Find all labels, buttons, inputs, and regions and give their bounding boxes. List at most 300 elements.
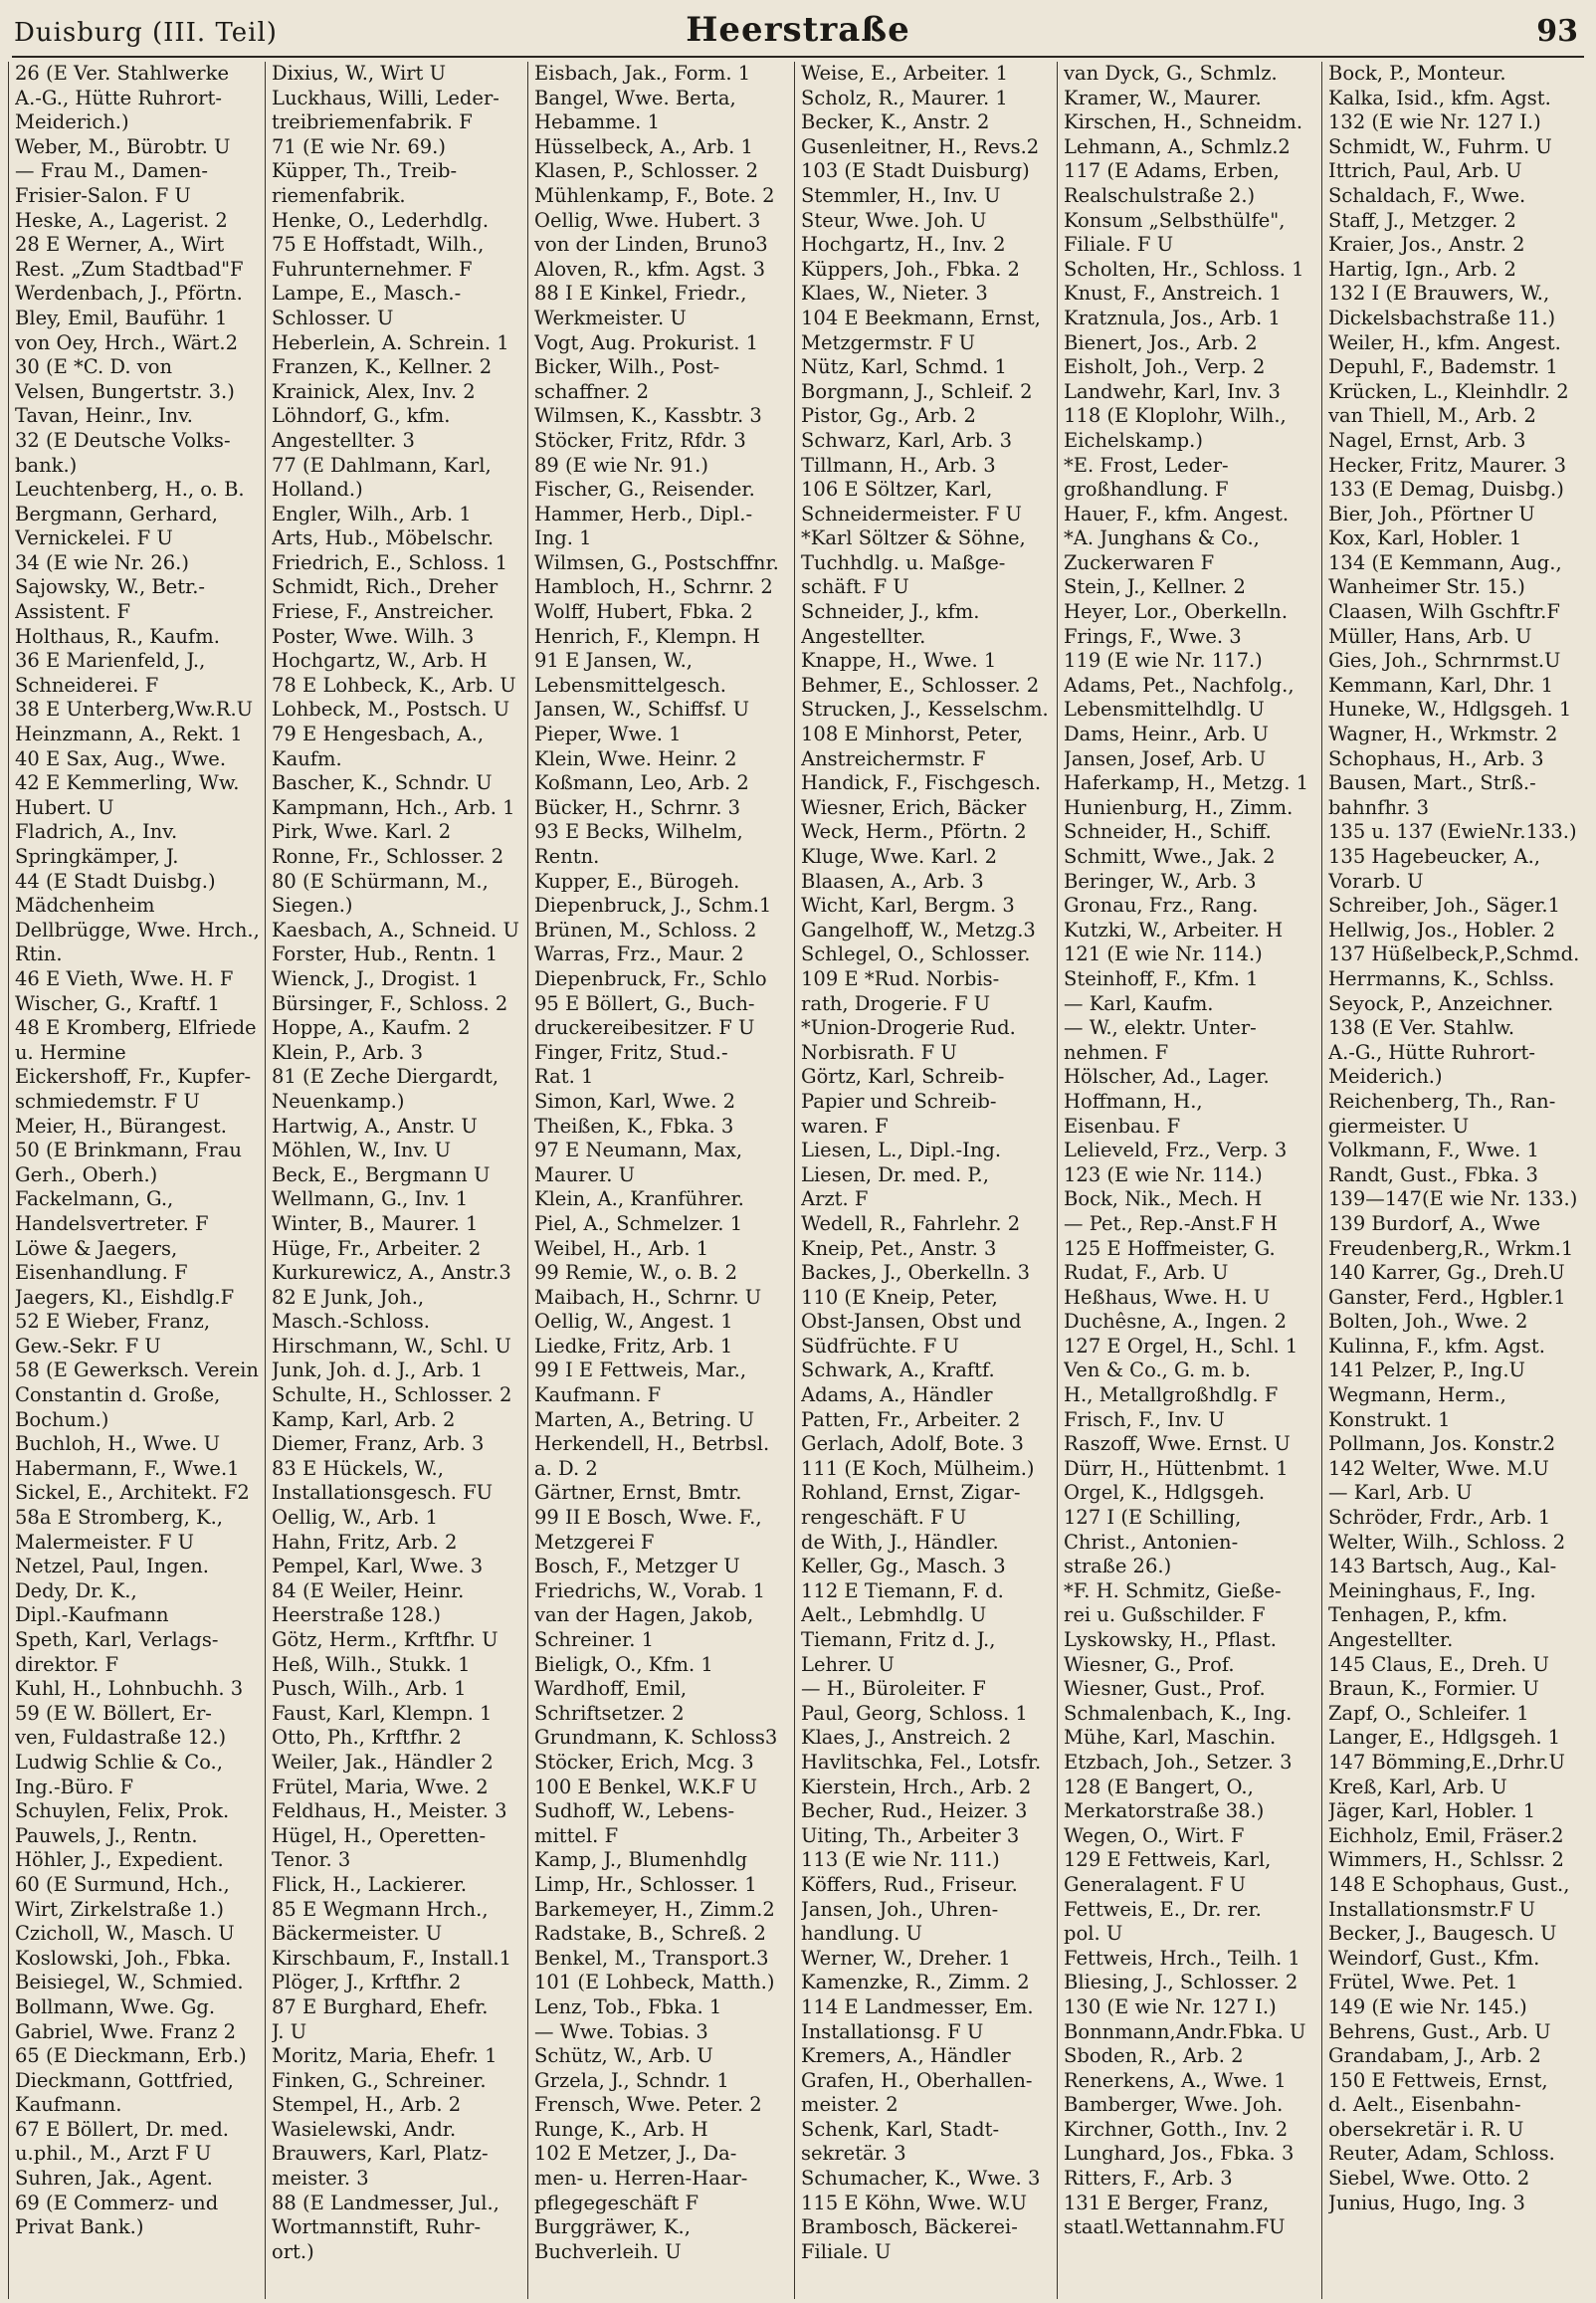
directory-entry-line: Ritters, F., Arb. 3 xyxy=(1064,2167,1233,2191)
directory-entry-line: Tillmann, H., Arb. 3 xyxy=(801,453,996,477)
column-3 xyxy=(527,62,794,2299)
directory-entry-line: Liesen, L., Dipl.-Ing. xyxy=(801,1139,1002,1162)
directory-entry-line: Hubert. U xyxy=(15,795,114,819)
directory-entry-line: 103 (E Stadt Duisburg) xyxy=(801,159,1030,183)
directory-entry-line: Fackelmann, G., xyxy=(15,1187,174,1211)
directory-entry-line: Installationsgesch. FU xyxy=(272,1481,494,1505)
header-rule xyxy=(12,56,1584,58)
directory-entry-line: 148 E Schophaus, Gust., xyxy=(1328,1872,1570,1896)
directory-entry-line: Speth, Karl, Verlags- xyxy=(15,1628,219,1651)
directory-entry-line: Weiler, Jak., Händler 2 xyxy=(272,1750,494,1774)
directory-entry-line: Freudenberg,R., Wrkm.1 xyxy=(1328,1236,1574,1260)
directory-entry-line: Frings, F., Wwe. 3 xyxy=(1064,624,1242,648)
directory-entry-line: Metzgermstr. F U xyxy=(801,330,976,354)
directory-entry-line: H., Metallgroßhdlg. F xyxy=(1064,1383,1279,1407)
directory-entry-line: Bausen, Mart., Strß.- xyxy=(1328,771,1536,795)
directory-entry-line: Renerkens, A., Wwe. 1 xyxy=(1064,2068,1287,2092)
directory-entry-line: Heske, A., Lagerist. 2 xyxy=(15,208,228,232)
directory-entry-line: Weck, Herm., Pförtn. 2 xyxy=(801,820,1027,844)
directory-entry-line: *Karl Söltzer & Söhne, xyxy=(801,526,1026,550)
directory-entry-line: 34 (E wie Nr. 26.) xyxy=(15,550,189,574)
directory-entry-line: Limp, Hr., Schlosser. 1 xyxy=(534,1872,757,1896)
directory-entry-line: Schröder, Frdr., Arb. 1 xyxy=(1328,1506,1551,1530)
directory-entry-line: Löwe & Jaegers, xyxy=(15,1236,178,1260)
directory-entry-line: Bicker, Wilh., Post- xyxy=(534,355,720,379)
directory-entry-line: Otto, Ph., Krftfhr. 2 xyxy=(272,1726,462,1750)
directory-entry-line: Frütel, Wwe. Pet. 1 xyxy=(1328,1971,1518,1994)
directory-entry-line: Piel, A., Schmelzer. 1 xyxy=(534,1211,743,1235)
directory-entry-line: Raszoff, Wwe. Ernst. U xyxy=(1064,1432,1291,1456)
directory-entry-line: 88 (E Landmesser, Jul., xyxy=(272,2191,499,2214)
directory-entry-line: Gies, Joh., Schrnrmst.U xyxy=(1328,649,1561,673)
directory-entry-line: Klasen, P., Schlosser. 2 xyxy=(534,159,759,183)
directory-entry-line: Tavan, Heinr., Inv. xyxy=(15,404,193,428)
directory-entry-line: Haferkamp, H., Metzg. 1 xyxy=(1064,771,1309,795)
directory-entry-line: Eisholt, Joh., Verp. 2 xyxy=(1064,355,1266,379)
directory-entry-line: Gronau, Frz., Rang. xyxy=(1064,894,1259,918)
directory-entry-line: Junk, Joh. d. J., Arb. 1 xyxy=(272,1359,484,1382)
directory-entry-line: Pempel, Karl, Wwe. 3 xyxy=(272,1555,484,1578)
directory-entry-line: Borgmann, J., Schleif. 2 xyxy=(801,379,1033,403)
directory-entry-line: 104 E Beekmann, Ernst, xyxy=(801,306,1041,329)
directory-entry-line: Werdenbach, J., Pförtn. xyxy=(15,282,243,306)
directory-entry-line: Kaufmann. F xyxy=(534,1383,662,1407)
directory-entry-line: Pollmann, Jos. Konstr.2 xyxy=(1328,1432,1556,1456)
directory-entry-line: Hochgartz, W., Arb. H xyxy=(272,649,488,673)
directory-entry-line: Kutzki, W., Arbeiter. H xyxy=(1064,918,1284,942)
directory-entry-line: 131 E Berger, Franz, xyxy=(1064,2191,1270,2214)
directory-entry-line: 38 E Unterberg,Ww.R.U xyxy=(15,698,254,722)
directory-entry-line: Runge, K., Arb. H xyxy=(534,2117,708,2141)
directory-entry-line: Zuckerwaren F xyxy=(1064,550,1215,574)
directory-entry-line: Schuylen, Felix, Prok. xyxy=(15,1799,230,1823)
directory-entry-line: Kratznula, Jos., Arb. 1 xyxy=(1064,306,1281,329)
directory-entry-line: Poster, Wwe. Wilh. 3 xyxy=(272,624,475,648)
directory-entry-line: Dams, Heinr., Arb. U xyxy=(1064,723,1269,746)
directory-entry-line: Hügel, H., Operetten- xyxy=(272,1823,487,1847)
directory-entry-line: großhandlung. F xyxy=(1064,478,1229,502)
directory-entry-line: Ganster, Ferd., Hgbler.1 xyxy=(1328,1285,1566,1309)
directory-entry-line: 133 (E Demag, Duisbg.) xyxy=(1328,478,1564,502)
directory-entry-line: Assistent. F xyxy=(15,600,131,624)
directory-entry-line: 89 (E wie Nr. 91.) xyxy=(534,453,708,477)
directory-entry-line: Diepenbruck, Fr., Schlo xyxy=(534,966,767,990)
directory-entry-line: Arzt. F xyxy=(801,1187,869,1211)
directory-entry-line: handlung. U xyxy=(801,1922,922,1946)
directory-entry-line: Bieligk, O., Kfm. 1 xyxy=(534,1652,713,1676)
directory-entry-line: Seyock, P., Anzeichner. xyxy=(1328,991,1554,1015)
directory-entry-line: 28 E Werner, A., Wirt xyxy=(15,233,225,257)
directory-entry-line: 123 (E wie Nr. 114.) xyxy=(1064,1162,1263,1186)
directory-entry-line: Lunghard, Jos., Fbka. 3 xyxy=(1064,2142,1295,2166)
directory-entry-line: Lebensmittelgesch. xyxy=(534,673,726,697)
directory-entry-line: Grafen, H., Oberhallen- xyxy=(801,2068,1033,2092)
directory-entry-line: Grandabam, J., Arb. 2 xyxy=(1328,2044,1541,2068)
directory-entry-line: Schreiber, Joh., Säger.1 xyxy=(1328,894,1561,918)
directory-entry-line: Velsen, Bungertstr. 3.) xyxy=(15,379,235,403)
directory-entry-line: Buchverleih. U xyxy=(534,2239,682,2263)
directory-entry-line: Kox, Karl, Hobler. 1 xyxy=(1328,526,1522,550)
directory-entry-line: Kamp, J., Blumenhdlg xyxy=(534,1848,747,1872)
directory-entry-line: 84 (E Weiler, Heinr. xyxy=(272,1578,465,1602)
directory-entry-line: Weise, E., Arbeiter. 1 xyxy=(801,62,1009,85)
directory-entry-line: Siebel, Wwe. Otto. 2 xyxy=(1328,2167,1530,2191)
directory-entry-line: Bürsinger, F., Schloss. 2 xyxy=(272,991,508,1015)
directory-entry-line: Schneidermeister. F U xyxy=(801,502,1022,525)
directory-entry-line: rengeschäft. F U xyxy=(801,1506,967,1530)
directory-entry-line: 32 (E Deutsche Volks- xyxy=(15,428,231,452)
directory-entry-line: Wiesner, G., Prof. xyxy=(1064,1652,1235,1676)
directory-entry-line: Bangel, Wwe. Berta, xyxy=(534,86,736,109)
directory-entry-line: Jaegers, Kl., Eishdlg.F xyxy=(15,1285,235,1309)
directory-entry-line: Gusenleitner, H., Revs.2 xyxy=(801,134,1040,158)
directory-entry-line: Gerlach, Adolf, Bote. 3 xyxy=(801,1432,1024,1456)
directory-entry-line: Bücker, H., Schrnr. 3 xyxy=(534,795,741,819)
directory-entry-line: Holthaus, R., Kaufm. xyxy=(15,624,220,648)
directory-entry-line: Huneke, W., Hdlgsgeh. 1 xyxy=(1328,698,1572,722)
directory-entry-line: Hecker, Fritz, Maurer. 3 xyxy=(1328,453,1566,477)
column-2 xyxy=(265,62,527,2299)
directory-entry-line: Frütel, Maria, Wwe. 2 xyxy=(272,1775,489,1798)
directory-entry-line: Werkmeister. U xyxy=(534,306,687,329)
directory-entry-line: 110 (E Kneip, Peter, xyxy=(801,1285,998,1309)
directory-entry-line: 109 E *Rud. Norbis- xyxy=(801,966,1000,990)
directory-entry-line: Schenk, Karl, Stadt- xyxy=(801,2117,1000,2141)
directory-entry-line: Schwark, A., Kraftf. xyxy=(801,1359,995,1382)
directory-entry-line: 46 E Vieth, Wwe. H. F xyxy=(15,966,234,990)
directory-entry-line: Feldhaus, H., Meister. 3 xyxy=(272,1799,507,1823)
directory-entry-line: 138 (E Ver. Stahlw. xyxy=(1328,1016,1515,1040)
directory-entry-line: Jäger, Karl, Hobler. 1 xyxy=(1328,1799,1536,1823)
directory-entry-line: Becker, K., Anstr. 2 xyxy=(801,110,990,134)
directory-entry-line: staatl.Wettannahm.FU xyxy=(1064,2215,1286,2239)
directory-entry-line: Jansen, Josef, Arb. U xyxy=(1064,746,1267,770)
directory-entry-line: Lehrer. U xyxy=(801,1652,895,1676)
directory-entry-line: Maurer. U xyxy=(534,1162,636,1186)
directory-entry-line: Hochgartz, H., Inv. 2 xyxy=(801,233,1006,257)
page-number: 93 xyxy=(1536,14,1578,49)
directory-entry-line: 58 (E Gewerksch. Verein xyxy=(15,1359,259,1382)
directory-entry-line: Ronne, Fr., Schlosser. 2 xyxy=(272,845,504,868)
directory-entry-line: Hoppe, A., Kaufm. 2 xyxy=(272,1016,471,1040)
directory-entry-line: Fuhrunternehmer. F xyxy=(272,257,473,281)
directory-entry-line: Installationsg. F U xyxy=(801,2019,984,2043)
directory-entry-line: Reichenberg, Th., Ran- xyxy=(1328,1089,1556,1113)
directory-entry-line: schäft. F U xyxy=(801,575,909,599)
directory-entry-line: Kierstein, Hrch., Arb. 2 xyxy=(801,1775,1032,1798)
directory-entry-line: Fladrich, A., Inv. xyxy=(15,820,178,844)
directory-entry-line: 26 (E Ver. Stahlwerke xyxy=(15,62,229,85)
directory-entry-line: Adams, Pet., Nachfolg., xyxy=(1064,673,1295,697)
directory-entry-line: Tuchhdlg. u. Maßge- xyxy=(801,550,1006,574)
directory-entry-line: Meininghaus, F., Ing. xyxy=(1328,1578,1536,1602)
directory-entry-line: Kupper, E., Bürogeh. xyxy=(534,869,740,893)
directory-entry-line: Dieckmann, Gottfried, xyxy=(15,2068,234,2092)
directory-entry-line: Dedy, Dr. K., xyxy=(15,1578,137,1602)
directory-entry-line: Warras, Frz., Maur. 2 xyxy=(534,942,744,966)
directory-entry-line: Finger, Fritz, Stud.- xyxy=(534,1040,728,1064)
directory-entry-line: Sajowsky, W., Betr.- xyxy=(15,575,206,599)
directory-entry-line: Ittrich, Paul, Arb. U xyxy=(1328,159,1522,183)
directory-entry-line: Klaes, J., Anstreich. 2 xyxy=(801,1726,1012,1750)
directory-entry-line: Finken, G., Schreiner. xyxy=(272,2068,487,2092)
directory-entry-line: Lelieveld, Frz., Verp. 3 xyxy=(1064,1139,1288,1162)
directory-entry-line: Ing. 1 xyxy=(534,526,592,550)
directory-entry-line: ort.) xyxy=(272,2239,314,2263)
directory-entry-line: Meiderich.) xyxy=(15,110,129,134)
directory-entry-line: Siegen.) xyxy=(272,894,353,918)
directory-entry-line: Görtz, Karl, Schreib- xyxy=(801,1065,1005,1089)
directory-entry-line: Herrmanns, K., Schlss. xyxy=(1328,966,1555,990)
directory-entry-line: Lyskowsky, H., Pflast. xyxy=(1064,1628,1277,1651)
directory-entry-line: Installationsmstr.F U xyxy=(1328,1897,1536,1921)
directory-entry-line: u.phil., M., Arzt F U xyxy=(15,2142,212,2166)
directory-entry-line: straße 26.) xyxy=(1064,1555,1172,1578)
directory-entry-line: Frisch, F., Inv. U xyxy=(1064,1407,1225,1431)
directory-entry-line: Knust, F., Anstreich. 1 xyxy=(1064,282,1282,306)
directory-entry-line: Hauer, F., kfm. Angest. xyxy=(1064,502,1290,525)
directory-entry-line: Uiting, Th., Arbeiter 3 xyxy=(801,1823,1020,1847)
directory-entry-line: Herkendell, H., Betrbsl. xyxy=(534,1432,770,1456)
directory-entry-line: Bolten, Joh., Wwe. 2 xyxy=(1328,1310,1528,1334)
directory-entry-line: Behmer, E., Schlosser. 2 xyxy=(801,673,1040,697)
directory-entry-line: — Pet., Rep.-Anst.F H xyxy=(1064,1211,1278,1235)
directory-entry-line: Wimmers, H., Schlssr. 2 xyxy=(1328,1848,1564,1872)
directory-entry-line: Radstake, B., Schreß. 2 xyxy=(534,1922,766,1946)
directory-entry-line: Marten, A., Betring. U xyxy=(534,1407,755,1431)
directory-entry-line: Wienck, J., Drogist. 1 xyxy=(272,966,480,990)
directory-entry-line: Wilmsen, G., Postschffnr. xyxy=(534,550,779,574)
directory-entry-line: Netzel, Paul, Ingen. xyxy=(15,1555,209,1578)
directory-entry-line: Becker, J., Baugesch. U xyxy=(1328,1922,1557,1946)
directory-entry-line: u. Hermine xyxy=(15,1040,126,1064)
directory-entry-line: 113 (E wie Nr. 111.) xyxy=(801,1848,1000,1872)
directory-entry-line: Krücken, L., Kleinhdlr. 2 xyxy=(1328,379,1569,403)
directory-entry-line: Lebensmittelhdlg. U xyxy=(1064,698,1265,722)
directory-entry-line: waren. F xyxy=(801,1114,889,1138)
directory-entry-line: de With, J., Händler. xyxy=(801,1530,999,1554)
directory-entry-line: Eichelskamp.) xyxy=(1064,428,1203,452)
directory-entry-line: Pusch, Wilh., Arb. 1 xyxy=(272,1677,467,1701)
directory-entry-line: sekretär. 3 xyxy=(801,2142,906,2166)
directory-entry-line: Eisenhandlung. F xyxy=(15,1261,188,1285)
directory-entry-line: *A. Junghans & Co., xyxy=(1064,526,1260,550)
directory-entry-line: Klein, A., Kranführer. xyxy=(534,1187,744,1211)
directory-entry-line: 30 (E *C. D. von xyxy=(15,355,173,379)
directory-entry-line: Merkatorstraße 38.) xyxy=(1064,1799,1265,1823)
directory-entry-line: Behrens, Gust., Arb. U xyxy=(1328,2019,1551,2043)
directory-entry-line: Aloven, R., kfm. Agst. 3 xyxy=(534,257,765,281)
directory-entry-line: bank.) xyxy=(15,453,78,477)
directory-entry-line: Klein, Wwe. Heinr. 2 xyxy=(534,746,737,770)
directory-entry-line: Mühe, Karl, Maschin. xyxy=(1064,1726,1277,1750)
directory-entry-line: Scholten, Hr., Schloss. 1 xyxy=(1064,257,1304,281)
directory-entry-line: Hölscher, Ad., Lager. xyxy=(1064,1065,1270,1089)
directory-entry-line: von der Linden, Bruno3 xyxy=(534,233,768,257)
directory-entry-line: Keller, Gg., Masch. 3 xyxy=(801,1555,1006,1578)
directory-entry-line: Gabriel, Wwe. Franz 2 xyxy=(15,2019,237,2043)
directory-entry-line: Kirchner, Gotth., Inv. 2 xyxy=(1064,2117,1289,2141)
directory-entry-line: Weindorf, Gust., Kfm. xyxy=(1328,1946,1540,1970)
directory-entry-line: Schneider, J., kfm. xyxy=(801,600,980,624)
directory-entry-line: Angestellter. xyxy=(1328,1628,1454,1651)
directory-entry-line: Gärtner, Ernst, Bmtr. xyxy=(534,1481,742,1505)
directory-entry-line: a. D. 2 xyxy=(534,1456,598,1480)
directory-entry-line: Gangelhoff, W., Metzg.3 xyxy=(801,918,1036,942)
directory-entry-line: 118 (E Kloplohr, Wilh., xyxy=(1064,404,1287,428)
directory-entry-line: Kreß, Karl, Arb. U xyxy=(1328,1775,1507,1798)
directory-entry-line: Vorarb. U xyxy=(1328,869,1424,893)
directory-entry-line: Bollmann, Wwe. Gg. xyxy=(15,1994,216,2018)
directory-entry-line: meister. 3 xyxy=(272,2167,369,2191)
directory-entry-line: Diemer, Franz, Arb. 3 xyxy=(272,1432,485,1456)
directory-entry-line: — Frau M., Damen- xyxy=(15,159,208,183)
directory-entry-line: Koslowski, Joh., Fbka. xyxy=(15,1946,232,1970)
directory-entry-line: Schneider, H., Schiff. xyxy=(1064,820,1272,844)
directory-entry-line: Constantin d. Große, xyxy=(15,1383,221,1407)
directory-entry-line: Werner, W., Dreher. 1 xyxy=(801,1946,1011,1970)
directory-entry-line: Habermann, F., Wwe.1 xyxy=(15,1456,240,1480)
directory-entry-line: obersekretär i. R. U xyxy=(1328,2117,1524,2141)
directory-entry-line: Maibach, H., Schrnr. U xyxy=(534,1285,762,1309)
directory-entry-line: 67 E Böllert, Dr. med. xyxy=(15,2117,230,2141)
directory-entry-line: Wasielewski, Andr. xyxy=(272,2117,457,2141)
directory-entry-line: 69 (E Commerz- und xyxy=(15,2191,219,2214)
directory-entry-line: Hartwig, A., Anstr. U xyxy=(272,1114,478,1138)
directory-entry-line: Beisiegel, W., Schmied. xyxy=(15,1971,244,1994)
directory-entry-line: Schaldach, F., Wwe. xyxy=(1328,183,1526,207)
directory-entry-line: 101 (E Lohbeck, Matth.) xyxy=(534,1971,775,1994)
directory-entry-line: Wortmannstift, Ruhr- xyxy=(272,2215,482,2239)
directory-entry-line: Stein, J., Kellner. 2 xyxy=(1064,575,1246,599)
directory-entry-line: Barkemeyer, H., Zimm.2 xyxy=(534,1897,775,1921)
directory-entry-line: ven, Fuldastraße 12.) xyxy=(15,1726,227,1750)
directory-entry-line: Eichholz, Emil, Fräser.2 xyxy=(1328,1823,1564,1847)
directory-entry-line: 79 E Hengesbach, A., xyxy=(272,723,485,746)
directory-entry-line: Bock, Nik., Mech. H xyxy=(1064,1187,1263,1211)
directory-entry-line: 147 Bömming,E.,Drhr.U xyxy=(1328,1750,1565,1774)
column-1 xyxy=(8,62,265,2299)
column-5 xyxy=(1057,62,1321,2299)
directory-entry-line: Heßhaus, Wwe. H. U xyxy=(1064,1285,1271,1309)
directory-entry-line: Beck, E., Bergmann U xyxy=(272,1162,491,1186)
directory-entry-line: Duchêsne, A., Ingen. 2 xyxy=(1064,1310,1288,1334)
directory-entry-line: Hahn, Fritz, Arb. 2 xyxy=(272,1530,458,1554)
directory-entry-line: Suhren, Jak., Agent. xyxy=(15,2167,213,2191)
directory-entry-line: Beringer, W., Arb. 3 xyxy=(1064,869,1257,893)
directory-entry-line: Diepenbruck, J., Schm.1 xyxy=(534,894,772,918)
directory-entry-line: 127 I (E Schilling, xyxy=(1064,1506,1242,1530)
directory-entry-line: Höhler, J., Expedient. xyxy=(15,1848,224,1872)
directory-entry-line: Schmalenbach, K., Ing. xyxy=(1064,1701,1293,1725)
directory-entry-line: Leuchtenberg, H., o. B. xyxy=(15,478,245,502)
directory-entry-line: 99 Remie, W., o. B. 2 xyxy=(534,1261,738,1285)
directory-entry-line: 143 Bartsch, Aug., Kal- xyxy=(1328,1555,1557,1578)
directory-entry-line: Kaufmann. xyxy=(15,2093,122,2117)
directory-entry-line: Weiler, H., kfm. Angest. xyxy=(1328,330,1561,354)
directory-entry-line: Kraier, Jos., Anstr. 2 xyxy=(1328,233,1525,257)
directory-entry-line: Wedell, R., Fahrlehr. 2 xyxy=(801,1211,1021,1235)
directory-entry-line: Nütz, Karl, Schmd. 1 xyxy=(801,355,1007,379)
directory-entry-line: 117 (E Adams, Erben, xyxy=(1064,159,1280,183)
directory-entry-line: Hunienburg, H., Zimm. xyxy=(1064,795,1294,819)
directory-entry-line: Ven & Co., G. m. b. xyxy=(1064,1359,1251,1382)
page-header xyxy=(0,0,1596,58)
directory-entry-line: Etzbach, Joh., Setzer. 3 xyxy=(1064,1750,1293,1774)
directory-entry-line: Volkmann, F., Wwe. 1 xyxy=(1328,1139,1539,1162)
directory-entry-line: Lenz, Tob., Fbka. 1 xyxy=(534,1994,722,2018)
directory-entry-line: Adams, A., Händler xyxy=(801,1383,993,1407)
directory-entry-line: 135 Hagebeucker, A., xyxy=(1328,845,1540,868)
directory-entry-line: Hambloch, H., Schrnr. 2 xyxy=(534,575,773,599)
directory-entry-line: Generalagent. F U xyxy=(1064,1872,1247,1896)
directory-entry-line: Schumacher, K., Wwe. 3 xyxy=(801,2167,1041,2191)
directory-entry-line: Bonnmann,Andr.Fbka. U xyxy=(1064,2019,1306,2043)
directory-entry-line: Depuhl, F., Bademstr. 1 xyxy=(1328,355,1558,379)
directory-entry-line: Hoffmann, H., xyxy=(1064,1089,1203,1113)
directory-entry-line: Hüsselbeck, A., Arb. 1 xyxy=(534,134,753,158)
directory-entry-line: 40 E Sax, Aug., Wwe. xyxy=(15,746,227,770)
directory-entry-line: treibriemenfabrik. F xyxy=(272,110,473,134)
directory-entry-line: pflegegeschäft F xyxy=(534,2191,698,2214)
directory-entry-line: Metzgerei F xyxy=(534,1530,655,1554)
directory-entry-line: van Thiell, M., Arb. 2 xyxy=(1328,404,1536,428)
directory-entry-line: 137 Hüßelbeck,P.,Schmd. xyxy=(1328,942,1580,966)
directory-entry-line: A.-G., Hütte Ruhrort- xyxy=(15,86,222,109)
directory-entry-line: Dipl.-Kaufmann xyxy=(15,1603,169,1627)
directory-entry-line: 77 (E Dahlmann, Karl, xyxy=(272,453,492,477)
directory-entry-line: riemenfabrik. xyxy=(272,183,406,207)
directory-entry-line: — Karl, Kaufm. xyxy=(1064,991,1214,1015)
directory-entry-line: schmiedemstr. F U xyxy=(15,1089,200,1113)
directory-entry-line: 99 I E Fettweis, Mar., xyxy=(534,1359,747,1382)
directory-entry-line: Schriftsetzer. 2 xyxy=(534,1701,685,1725)
directory-entry-line: Henrich, F., Klempn. H xyxy=(534,624,760,648)
directory-entry-line: 121 (E wie Nr. 114.) xyxy=(1064,942,1263,966)
directory-entry-line: men- u. Herren-Haar- xyxy=(534,2167,748,2191)
directory-entry-line: Kurkurewicz, A., Anstr.3 xyxy=(272,1261,511,1285)
directory-entry-line: Bascher, K., Schndr. U xyxy=(272,771,493,795)
directory-entry-line: — Karl, Arb. U xyxy=(1328,1481,1473,1505)
directory-entry-line: von Oey, Hrch., Wärt.2 xyxy=(15,330,239,354)
directory-entry-line: bahnfhr. 3 xyxy=(1328,795,1429,819)
directory-entry-line: Hirschmann, W., Schl. U xyxy=(272,1334,511,1358)
directory-entry-line: Küpper, Th., Treib- xyxy=(272,159,458,183)
directory-entry-line: Götz, Herm., Krftfhr. U xyxy=(272,1628,499,1651)
directory-entry-line: Claasen, Wilh Gschftr.F xyxy=(1328,600,1560,624)
directory-entry-line: Liesen, Dr. med. P., xyxy=(801,1162,989,1186)
directory-entry-line: Bäckermeister. U xyxy=(272,1922,443,1946)
directory-entry-line: Heerstraße 128.) xyxy=(272,1603,441,1627)
directory-entry-line: 114 E Landmesser, Em. xyxy=(801,1994,1034,2018)
directory-entry-line: Mühlenkamp, F., Bote. 2 xyxy=(534,183,775,207)
street-title: Heerstraße xyxy=(686,10,910,50)
directory-entry-line: 108 E Minhorst, Peter, xyxy=(801,723,1024,746)
directory-entry-line: Bliesing, J., Schlosser. 2 xyxy=(1064,1971,1298,1994)
directory-entry-line: Wegen, O., Wirt. F xyxy=(1064,1823,1245,1847)
directory-entry-line: direktor. F xyxy=(15,1652,119,1676)
directory-entry-line: Strucken, J., Kesselschm. xyxy=(801,698,1049,722)
directory-entry-line: Küppers, Joh., Fbka. 2 xyxy=(801,257,1020,281)
directory-entry-line: Schreiner. 1 xyxy=(534,1628,655,1651)
directory-entry-line: Köffers, Rud., Friseur. xyxy=(801,1872,1018,1896)
directory-entry-line: Dickelsbachstraße 11.) xyxy=(1328,306,1556,329)
directory-entry-line: Hartig, Ign., Arb. 2 xyxy=(1328,257,1516,281)
directory-entry-line: Realschulstraße 2.) xyxy=(1064,183,1256,207)
directory-entry-line: 52 E Wieber, Franz, xyxy=(15,1310,211,1334)
directory-entry-line: Heinzmann, A., Rekt. 1 xyxy=(15,723,243,746)
directory-entry-line: Stöcker, Erich, Mcg. 3 xyxy=(534,1750,754,1774)
